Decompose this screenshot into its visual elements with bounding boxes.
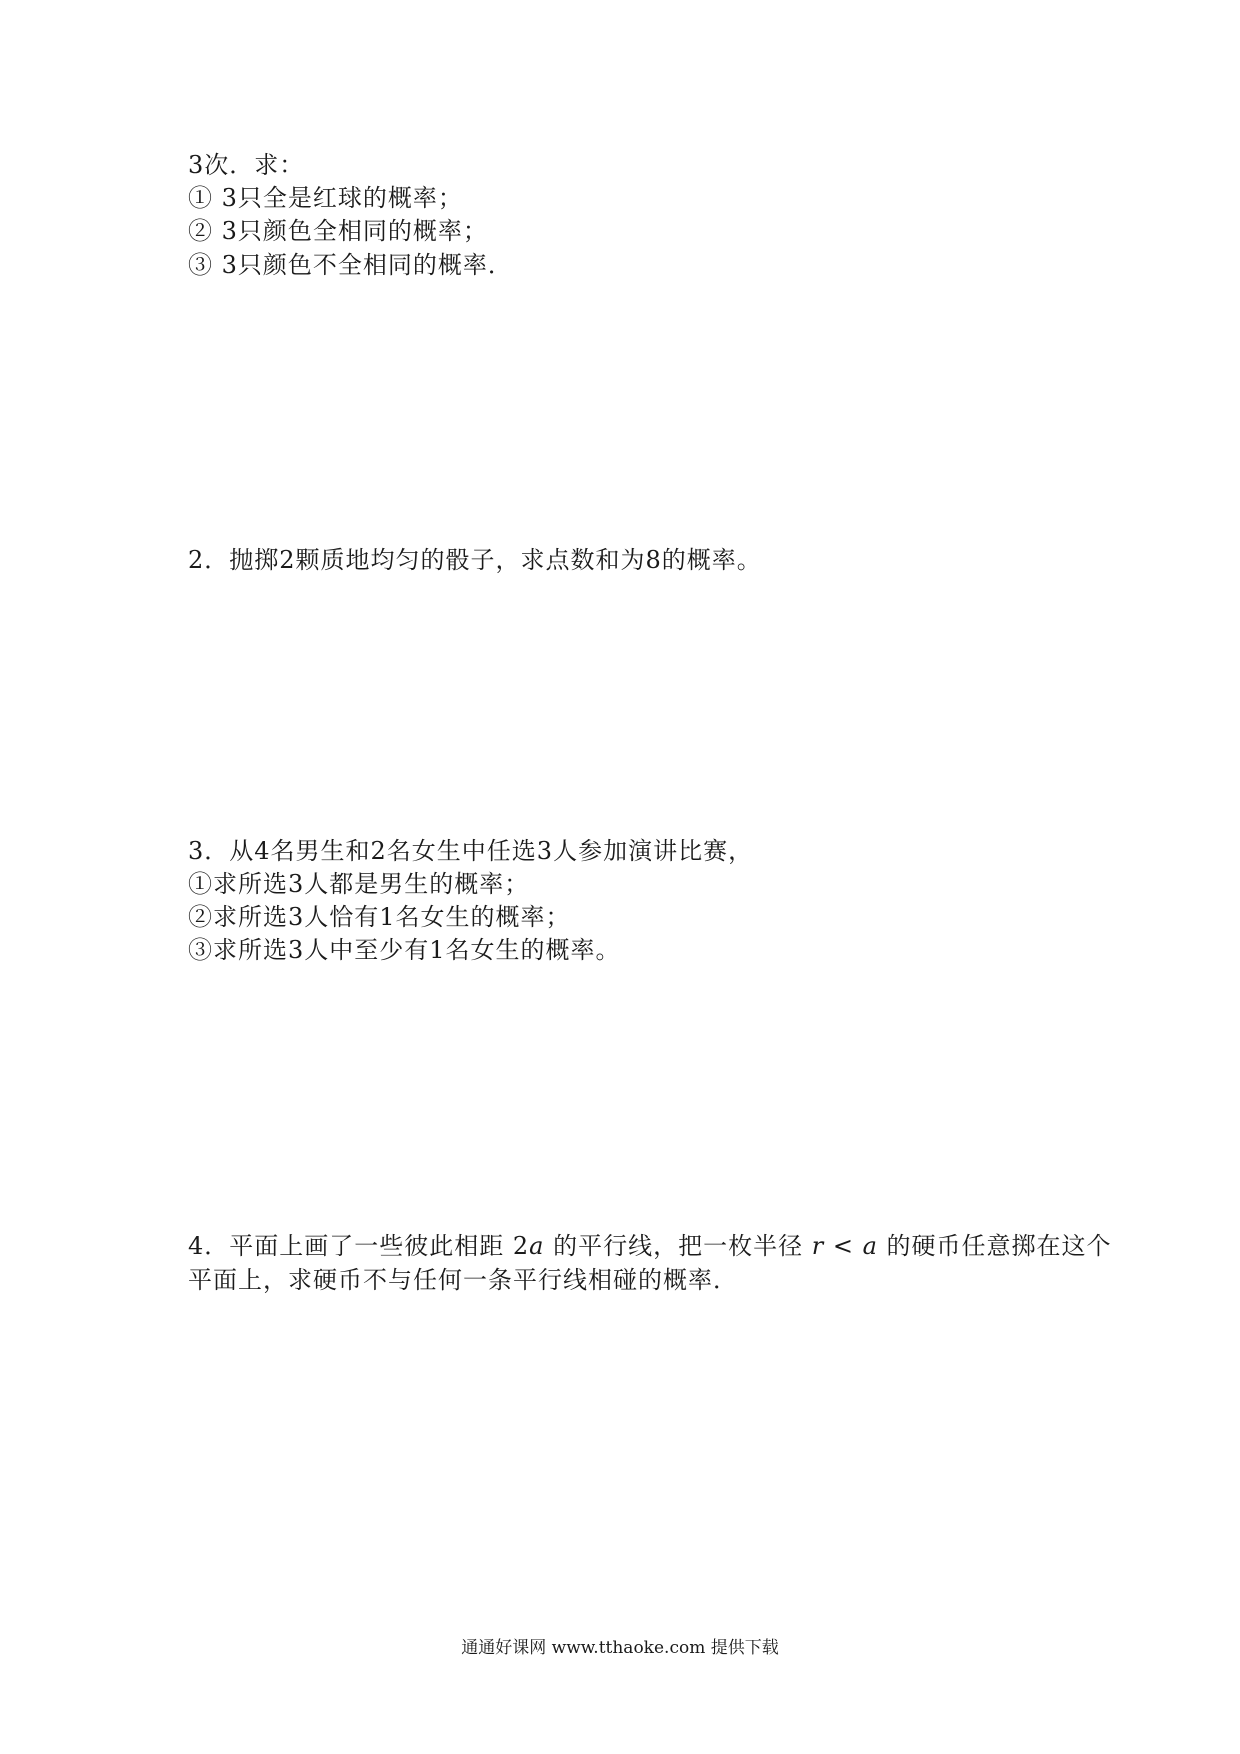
page-footer: 通通好课网 www.tthaoke.com 提供下载 <box>461 1638 779 1658</box>
q1-continuation-line: 3次．求： <box>188 151 305 179</box>
question-4-line-1 <box>188 1231 1112 1261</box>
question-2: 2．抛掷2颗质地均匀的骰子，求点数和为8的概率。 <box>188 546 762 574</box>
q4-text-part-d: 的硬币任意掷在这个 <box>877 1232 1112 1260</box>
q4-var-a: a <box>529 1232 545 1260</box>
q4-var-r: r <box>811 1232 825 1260</box>
q1-subitem-1: ① 3只全是红球的概率； <box>188 184 463 212</box>
q3-subitem-3: ③求所选3人中至少有1名女生的概率。 <box>188 936 621 964</box>
q4-var-a-2: a <box>862 1232 878 1260</box>
q4-text-part-b: 的平行线，把一枚半径 <box>544 1232 812 1260</box>
question-4-line-2: 平面上，求硬币不与任何一条平行线相碰的概率． <box>188 1266 738 1294</box>
q1-subitem-3: ③ 3只颜色不全相同的概率． <box>188 251 513 279</box>
q4-less-than: < <box>824 1232 863 1260</box>
q4-text-part-a: 4．平面上画了一些彼此相距 2 <box>188 1232 530 1260</box>
q3-subitem-1: ①求所选3人都是男生的概率； <box>188 870 530 898</box>
q1-subitem-2: ② 3只颜色全相同的概率； <box>188 217 488 245</box>
q3-subitem-2: ②求所选3人恰有1名女生的概率； <box>188 903 571 931</box>
question-3-stem: 3．从4名男生和2名女生中任选3人参加演讲比赛， <box>188 837 754 865</box>
